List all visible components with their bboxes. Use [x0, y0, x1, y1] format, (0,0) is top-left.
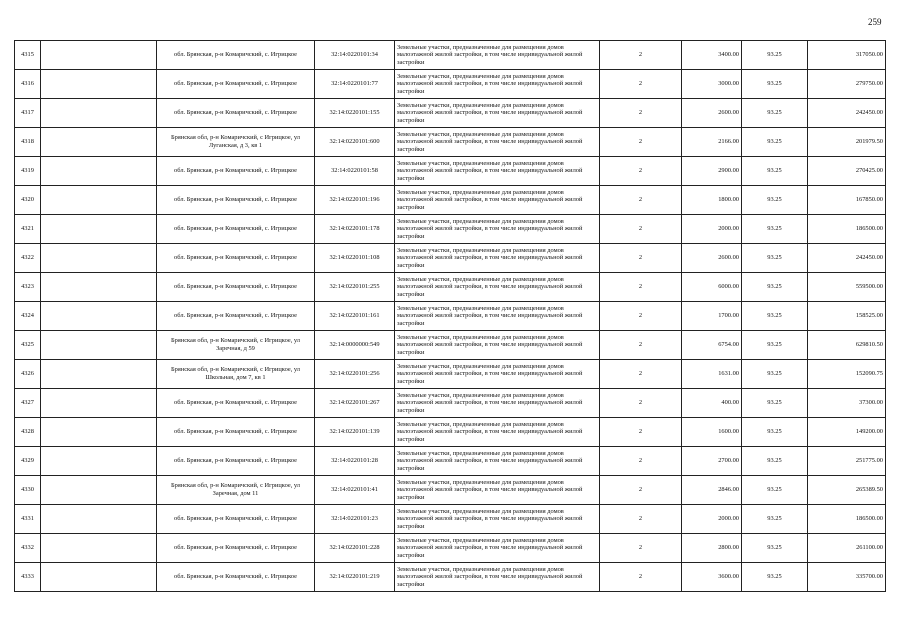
cadastral-number-cell: 32:14:0220101:139 [315, 418, 395, 447]
area-cell: 3600.00 [682, 563, 742, 592]
empty-cell [41, 128, 157, 157]
address-cell: Брянская обл, р-н Комаричский, с Игрицкое, ул Луганская, д 3, кв 1 [157, 128, 315, 157]
address-cell: обл. Брянская, р-н Комаричский, с. Игрицкое [157, 302, 315, 331]
area-cell: 6000.00 [682, 273, 742, 302]
empty-cell [41, 563, 157, 592]
empty-cell [41, 418, 157, 447]
row-number: 4330 [15, 476, 41, 505]
cadastral-number-cell: 32:14:0000000:549 [315, 331, 395, 360]
empty-cell [41, 534, 157, 563]
rate-cell: 93.25 [742, 215, 808, 244]
row-number: 4329 [15, 447, 41, 476]
cadastral-value-cell: 152090.75 [808, 360, 886, 389]
group-cell: 2 [600, 534, 682, 563]
area-cell: 2600.00 [682, 244, 742, 273]
cadastral-number-cell: 32:14:0220101:219 [315, 563, 395, 592]
row-number: 4333 [15, 563, 41, 592]
row-number: 4325 [15, 331, 41, 360]
land-category-cell: Земельные участки, предназначенные для размещения домов малоэтажной жилой застройки, в том числе индивидуальной жилой застройки [395, 331, 600, 360]
cadastral-value-cell: 270425.00 [808, 157, 886, 186]
cadastral-number-cell: 32:14:0220101:41 [315, 476, 395, 505]
row-number: 4319 [15, 157, 41, 186]
land-category-cell: Земельные участки, предназначенные для размещения домов малоэтажной жилой застройки, в том числе индивидуальной жилой застройки [395, 360, 600, 389]
address-cell: обл. Брянская, р-н Комаричский, с. Игрицкое [157, 563, 315, 592]
cadastral-value-cell: 186500.00 [808, 215, 886, 244]
rate-cell: 93.25 [742, 186, 808, 215]
table-row [15, 186, 886, 215]
table-row [15, 157, 886, 186]
group-cell: 2 [600, 563, 682, 592]
row-number: 4324 [15, 302, 41, 331]
area-cell: 2846.00 [682, 476, 742, 505]
table-row [15, 360, 886, 389]
address-cell: обл. Брянская, р-н Комаричский, с. Игрицкое [157, 157, 315, 186]
row-number: 4332 [15, 534, 41, 563]
group-cell: 2 [600, 360, 682, 389]
cadastral-value-cell: 559500.00 [808, 273, 886, 302]
group-cell: 2 [600, 447, 682, 476]
row-number: 4323 [15, 273, 41, 302]
land-category-cell: Земельные участки, предназначенные для размещения домов малоэтажной жилой застройки, в том числе индивидуальной жилой застройки [395, 476, 600, 505]
area-cell: 6754.00 [682, 331, 742, 360]
group-cell: 2 [600, 186, 682, 215]
rate-cell: 93.25 [742, 389, 808, 418]
row-number: 4317 [15, 99, 41, 128]
address-cell: обл. Брянская, р-н Комаричский, с. Игрицкое [157, 447, 315, 476]
rate-cell: 93.25 [742, 244, 808, 273]
group-cell: 2 [600, 70, 682, 99]
area-cell: 1700.00 [682, 302, 742, 331]
cadastral-value-cell: 265389.50 [808, 476, 886, 505]
area-cell: 2600.00 [682, 99, 742, 128]
cadastral-value-cell: 158525.00 [808, 302, 886, 331]
area-cell: 2700.00 [682, 447, 742, 476]
empty-cell [41, 447, 157, 476]
table-row [15, 563, 886, 592]
cadastral-value-cell: 279750.00 [808, 70, 886, 99]
cadastral-value-cell: 629810.50 [808, 331, 886, 360]
land-category-cell: Земельные участки, предназначенные для размещения домов малоэтажной жилой застройки, в том числе индивидуальной жилой застройки [395, 418, 600, 447]
land-category-cell: Земельные участки, предназначенные для размещения домов малоэтажной жилой застройки, в том числе индивидуальной жилой застройки [395, 389, 600, 418]
empty-cell [41, 215, 157, 244]
cadastral-number-cell: 32:14:0220101:58 [315, 157, 395, 186]
group-cell: 2 [600, 302, 682, 331]
land-category-cell: Земельные участки, предназначенные для размещения домов малоэтажной жилой застройки, в том числе индивидуальной жилой застройки [395, 563, 600, 592]
address-cell: обл. Брянская, р-н Комаричский, с. Игрицкое [157, 505, 315, 534]
cadastral-value-cell: 149200.00 [808, 418, 886, 447]
table-row [15, 447, 886, 476]
cadastral-number-cell: 32:14:0220101:23 [315, 505, 395, 534]
rate-cell: 93.25 [742, 157, 808, 186]
cadastral-number-cell: 32:14:0220101:178 [315, 215, 395, 244]
table-row [15, 331, 886, 360]
cadastral-number-cell: 32:14:0220101:255 [315, 273, 395, 302]
row-number: 4328 [15, 418, 41, 447]
rate-cell: 93.25 [742, 99, 808, 128]
land-category-cell: Земельные участки, предназначенные для размещения домов малоэтажной жилой застройки, в том числе индивидуальной жилой застройки [395, 157, 600, 186]
empty-cell [41, 476, 157, 505]
row-number: 4318 [15, 128, 41, 157]
cadastral-value-cell: 37300.00 [808, 389, 886, 418]
page-number: 259 [868, 17, 882, 27]
address-cell: Брянская обл, р-н Комаричский, с Игрицкое, ул Школьная, дом 7, кв 1 [157, 360, 315, 389]
rate-cell: 93.25 [742, 447, 808, 476]
table-row [15, 128, 886, 157]
rate-cell: 93.25 [742, 273, 808, 302]
address-cell: обл. Брянская, р-н Комаричский, с. Игрицкое [157, 99, 315, 128]
empty-cell [41, 186, 157, 215]
cadastral-value-cell: 335700.00 [808, 563, 886, 592]
area-cell: 2800.00 [682, 534, 742, 563]
land-category-cell: Земельные участки, предназначенные для размещения домов малоэтажной жилой застройки, в том числе индивидуальной жилой застройки [395, 41, 600, 70]
cadastral-number-cell: 32:14:0220101:196 [315, 186, 395, 215]
area-cell: 2000.00 [682, 215, 742, 244]
area-cell: 1600.00 [682, 418, 742, 447]
rate-cell: 93.25 [742, 41, 808, 70]
table-row [15, 273, 886, 302]
cadastral-value-cell: 167850.00 [808, 186, 886, 215]
cadastral-value-cell: 251775.00 [808, 447, 886, 476]
table-row [15, 389, 886, 418]
area-cell: 400.00 [682, 389, 742, 418]
land-category-cell: Земельные участки, предназначенные для размещения домов малоэтажной жилой застройки, в том числе индивидуальной жилой застройки [395, 99, 600, 128]
empty-cell [41, 360, 157, 389]
cadastral-number-cell: 32:14:0220101:108 [315, 244, 395, 273]
table-row [15, 302, 886, 331]
rate-cell: 93.25 [742, 331, 808, 360]
empty-cell [41, 70, 157, 99]
area-cell: 2900.00 [682, 157, 742, 186]
row-number: 4316 [15, 70, 41, 99]
row-number: 4327 [15, 389, 41, 418]
land-category-cell: Земельные участки, предназначенные для размещения домов малоэтажной жилой застройки, в том числе индивидуальной жилой застройки [395, 447, 600, 476]
land-category-cell: Земельные участки, предназначенные для размещения домов малоэтажной жилой застройки, в том числе индивидуальной жилой застройки [395, 186, 600, 215]
land-category-cell: Земельные участки, предназначенные для размещения домов малоэтажной жилой застройки, в том числе индивидуальной жилой застройки [395, 302, 600, 331]
cadastral-value-cell: 317050.00 [808, 41, 886, 70]
group-cell: 2 [600, 215, 682, 244]
cadastral-value-cell: 261100.00 [808, 534, 886, 563]
area-cell: 1631.00 [682, 360, 742, 389]
cadastral-number-cell: 32:14:0220101:77 [315, 70, 395, 99]
address-cell: обл. Брянская, р-н Комаричский, с. Игрицкое [157, 70, 315, 99]
table-row [15, 505, 886, 534]
empty-cell [41, 99, 157, 128]
area-cell: 1800.00 [682, 186, 742, 215]
land-category-cell: Земельные участки, предназначенные для размещения домов малоэтажной жилой застройки, в том числе индивидуальной жилой застройки [395, 505, 600, 534]
land-category-cell: Земельные участки, предназначенные для размещения домов малоэтажной жилой застройки, в том числе индивидуальной жилой застройки [395, 273, 600, 302]
empty-cell [41, 331, 157, 360]
address-cell: обл. Брянская, р-н Комаричский, с. Игрицкое [157, 215, 315, 244]
cadastral-value-cell: 242450.00 [808, 99, 886, 128]
group-cell: 2 [600, 505, 682, 534]
area-cell: 3400.00 [682, 41, 742, 70]
land-category-cell: Земельные участки, предназначенные для размещения домов малоэтажной жилой застройки, в том числе индивидуальной жилой застройки [395, 128, 600, 157]
empty-cell [41, 273, 157, 302]
table-row [15, 476, 886, 505]
address-cell: обл. Брянская, р-н Комаричский, с. Игрицкое [157, 273, 315, 302]
area-cell: 3000.00 [682, 70, 742, 99]
empty-cell [41, 389, 157, 418]
address-cell: обл. Брянская, р-н Комаричский, с. Игрицкое [157, 41, 315, 70]
table-row [15, 99, 886, 128]
address-cell: обл. Брянская, р-н Комаричский, с. Игрицкое [157, 186, 315, 215]
address-cell: обл. Брянская, р-н Комаричский, с. Игрицкое [157, 389, 315, 418]
address-cell: обл. Брянская, р-н Комаричский, с. Игрицкое [157, 534, 315, 563]
empty-cell [41, 157, 157, 186]
cadastral-number-cell: 32:14:0220101:161 [315, 302, 395, 331]
group-cell: 2 [600, 41, 682, 70]
cadastral-number-cell: 32:14:0220101:228 [315, 534, 395, 563]
table-body [15, 41, 886, 592]
group-cell: 2 [600, 99, 682, 128]
row-number: 4321 [15, 215, 41, 244]
address-cell: обл. Брянская, р-н Комаричский, с. Игрицкое [157, 244, 315, 273]
group-cell: 2 [600, 418, 682, 447]
row-number: 4331 [15, 505, 41, 534]
address-cell: обл. Брянская, р-н Комаричский, с. Игрицкое [157, 418, 315, 447]
cadastral-number-cell: 32:14:0220101:256 [315, 360, 395, 389]
area-cell: 2000.00 [682, 505, 742, 534]
address-cell: Брянская обл, р-н Комаричский, с Игрицкое, ул Заречная, д 59 [157, 331, 315, 360]
group-cell: 2 [600, 128, 682, 157]
rate-cell: 93.25 [742, 563, 808, 592]
row-number: 4315 [15, 41, 41, 70]
empty-cell [41, 505, 157, 534]
rate-cell: 93.25 [742, 534, 808, 563]
group-cell: 2 [600, 476, 682, 505]
land-category-cell: Земельные участки, предназначенные для размещения домов малоэтажной жилой застройки, в том числе индивидуальной жилой застройки [395, 70, 600, 99]
address-cell: Брянская обл, р-н Комаричский, с Игрицкое, ул Заречная, дом 11 [157, 476, 315, 505]
empty-cell [41, 41, 157, 70]
rate-cell: 93.25 [742, 128, 808, 157]
rate-cell: 93.25 [742, 70, 808, 99]
empty-cell [41, 302, 157, 331]
cadastral-number-cell: 32:14:0220101:28 [315, 447, 395, 476]
group-cell: 2 [600, 331, 682, 360]
row-number: 4320 [15, 186, 41, 215]
area-cell: 2166.00 [682, 128, 742, 157]
land-category-cell: Земельные участки, предназначенные для размещения домов малоэтажной жилой застройки, в том числе индивидуальной жилой застройки [395, 244, 600, 273]
cadastral-value-table [14, 40, 886, 592]
rate-cell: 93.25 [742, 360, 808, 389]
group-cell: 2 [600, 244, 682, 273]
cadastral-number-cell: 32:14:0220101:267 [315, 389, 395, 418]
group-cell: 2 [600, 157, 682, 186]
group-cell: 2 [600, 389, 682, 418]
cadastral-value-cell: 201979.50 [808, 128, 886, 157]
table-row [15, 41, 886, 70]
cadastral-number-cell: 32:14:0220101:600 [315, 128, 395, 157]
rate-cell: 93.25 [742, 302, 808, 331]
rate-cell: 93.25 [742, 505, 808, 534]
cadastral-value-cell: 186500.00 [808, 505, 886, 534]
cadastral-number-cell: 32:14:0220101:155 [315, 99, 395, 128]
table-row [15, 70, 886, 99]
group-cell: 2 [600, 273, 682, 302]
rate-cell: 93.25 [742, 418, 808, 447]
row-number: 4326 [15, 360, 41, 389]
cadastral-number-cell: 32:14:0220101:34 [315, 41, 395, 70]
table-row [15, 534, 886, 563]
land-category-cell: Земельные участки, предназначенные для размещения домов малоэтажной жилой застройки, в том числе индивидуальной жилой застройки [395, 534, 600, 563]
table-row [15, 215, 886, 244]
cadastral-value-cell: 242450.00 [808, 244, 886, 273]
rate-cell: 93.25 [742, 476, 808, 505]
land-category-cell: Земельные участки, предназначенные для размещения домов малоэтажной жилой застройки, в том числе индивидуальной жилой застройки [395, 215, 600, 244]
table-row [15, 244, 886, 273]
row-number: 4322 [15, 244, 41, 273]
empty-cell [41, 244, 157, 273]
table-row [15, 418, 886, 447]
